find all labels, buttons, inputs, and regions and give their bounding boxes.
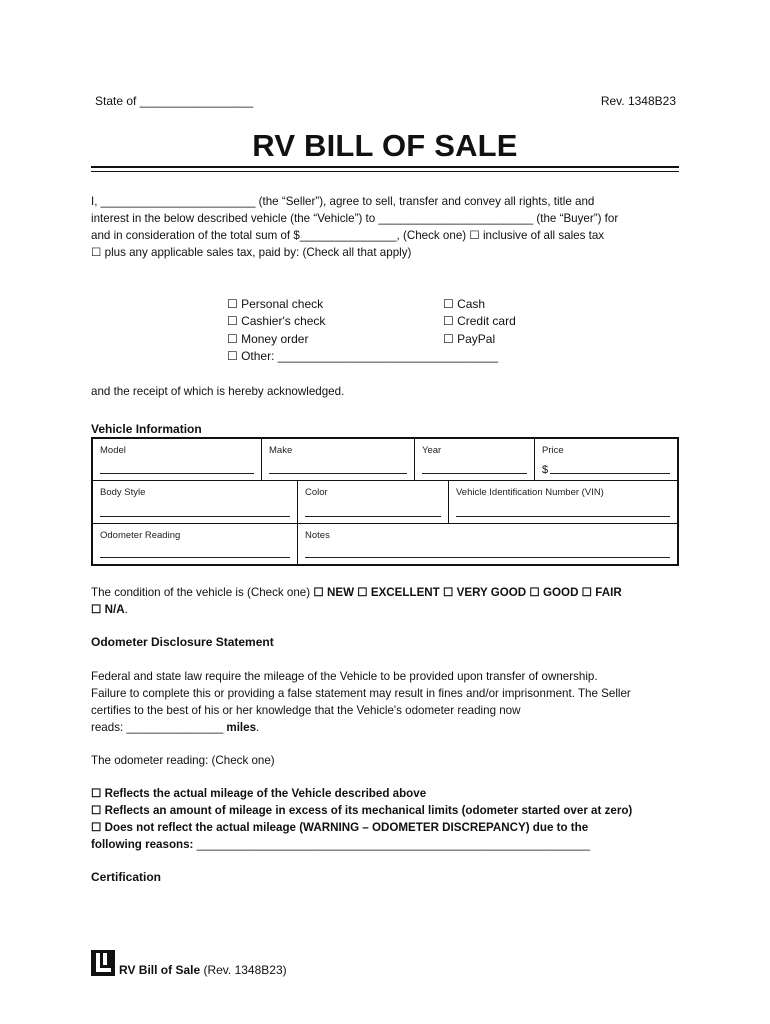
document-title: RV BILL OF SALE: [252, 128, 518, 163]
body-style-label: Body Style: [100, 487, 146, 498]
reads-prefix[interactable]: reads: _______________: [91, 721, 227, 734]
model-cell[interactable]: [93, 439, 261, 480]
state-field: State of _________________: [95, 94, 254, 108]
payment-option-money-order[interactable]: ☐ Money order: [227, 332, 309, 346]
body-style-cell[interactable]: [93, 481, 297, 523]
revision-number: Rev. 1348B23: [600, 94, 676, 108]
receipt-acknowledgment: and the receipt of which is hereby acknowledged.: [91, 385, 345, 398]
notes-label: Notes: [305, 530, 330, 541]
year-cell[interactable]: [414, 439, 534, 480]
condition-options[interactable]: ☐ NEW ☐ EXCELLENT ☐ VERY GOOD ☐ GOOD ☐ FAIR: [313, 586, 622, 599]
dollar-sign: $: [542, 464, 549, 476]
footer-revision: (Rev. 1348B23): [200, 963, 287, 977]
condition-line-2: [91, 601, 128, 618]
footer-label: [119, 963, 287, 977]
odometer-cell[interactable]: [93, 524, 297, 564]
price-label: Price: [542, 445, 564, 456]
odometer-blank[interactable]: [100, 557, 290, 558]
brand-logo-icon: [91, 950, 115, 976]
intro-line-1: I, ________________________ (the “Seller”), agree to sell, transfer and convey all rights, title and: [91, 195, 595, 208]
intro-line-2: interest in the below described vehicle (the “Vehicle”) to ________________________ (the “Buyer”) for: [91, 212, 619, 225]
vin-cell[interactable]: [448, 481, 677, 523]
vehicle-row-1: [93, 439, 677, 481]
odometer-label: Odometer Reading: [100, 530, 181, 541]
odometer-reads-line: [91, 719, 259, 736]
year-label: Year: [422, 445, 442, 456]
title-rule-thick: [91, 166, 679, 168]
disclosure-line-3: certifies to the best of his or her knowledge that the Vehicle's odometer reading now: [91, 704, 521, 717]
color-cell[interactable]: [297, 481, 448, 523]
model-blank[interactable]: [100, 473, 254, 474]
body-style-blank[interactable]: [100, 516, 290, 517]
miles-unit: miles: [226, 721, 257, 734]
notes-cell[interactable]: [297, 524, 677, 564]
vin-label: Vehicle Identification Number (VIN): [456, 487, 604, 498]
notes-blank[interactable]: [305, 557, 670, 558]
vehicle-info-table: [91, 437, 679, 566]
certification-heading: Certification: [91, 870, 162, 884]
odometer-option-actual[interactable]: ☐ Reflects the actual mileage of the Vehicle described above: [91, 787, 427, 800]
reasons-blank[interactable]: _____________________________________________________________: [196, 838, 590, 851]
make-cell[interactable]: [261, 439, 414, 480]
model-label: Model: [100, 445, 126, 456]
condition-option-na[interactable]: ☐ N/A: [91, 603, 125, 616]
disclosure-line-2: Failure to complete this or providing a false statement may result in fines and/or imprisonment. The Seller: [91, 687, 631, 700]
title-rule-thin: [91, 171, 679, 172]
payment-option-other[interactable]: ☐ Other: _________________________________: [227, 349, 499, 363]
vehicle-row-2: [93, 481, 677, 524]
reasons-line: [91, 836, 590, 853]
intro-line-4: ☐ plus any applicable sales tax, paid by: (Check all that apply): [91, 246, 412, 259]
price-cell[interactable]: [534, 439, 677, 480]
condition-prefix: The condition of the vehicle is (Check one): [91, 586, 314, 599]
year-blank[interactable]: [422, 473, 527, 474]
vehicle-row-3: [93, 524, 677, 564]
price-blank[interactable]: [550, 473, 670, 474]
odometer-disclosure-heading: Odometer Disclosure Statement: [91, 635, 274, 649]
reasons-label: following reasons:: [91, 838, 197, 851]
make-label: Make: [269, 445, 293, 456]
footer-doc-name: RV Bill of Sale: [119, 963, 201, 977]
payment-option-cash[interactable]: ☐ Cash: [443, 297, 486, 311]
odometer-option-discrepancy[interactable]: ☐ Does not reflect the actual mileage (WARNING – ODOMETER DISCREPANCY) due to the: [91, 821, 589, 834]
condition-line-1: [91, 584, 622, 601]
condition-terminator: .: [124, 603, 128, 616]
payment-option-cashiers-check[interactable]: ☐ Cashier's check: [227, 314, 326, 328]
payment-option-paypal[interactable]: ☐ PayPal: [443, 332, 496, 346]
vin-blank[interactable]: [456, 516, 670, 517]
vehicle-info-heading: Vehicle Information: [91, 422, 202, 436]
reads-end: .: [256, 721, 260, 734]
odometer-reading-prompt: The odometer reading: (Check one): [91, 754, 275, 767]
disclosure-line-1: Federal and state law require the mileage of the Vehicle to be provided upon transfer of ownership.: [91, 670, 598, 683]
intro-line-3: and in consideration of the total sum of $_______________, (Check one) ☐ inclusive of all sales tax: [91, 229, 605, 242]
odometer-option-excess[interactable]: ☐ Reflects an amount of mileage in excess of its mechanical limits (odometer started over at zero): [91, 804, 633, 817]
color-label: Color: [305, 487, 328, 498]
color-blank[interactable]: [305, 516, 441, 517]
make-blank[interactable]: [269, 473, 407, 474]
payment-option-personal-check[interactable]: ☐ Personal check: [227, 297, 324, 311]
payment-option-credit-card[interactable]: ☐ Credit card: [443, 314, 516, 328]
